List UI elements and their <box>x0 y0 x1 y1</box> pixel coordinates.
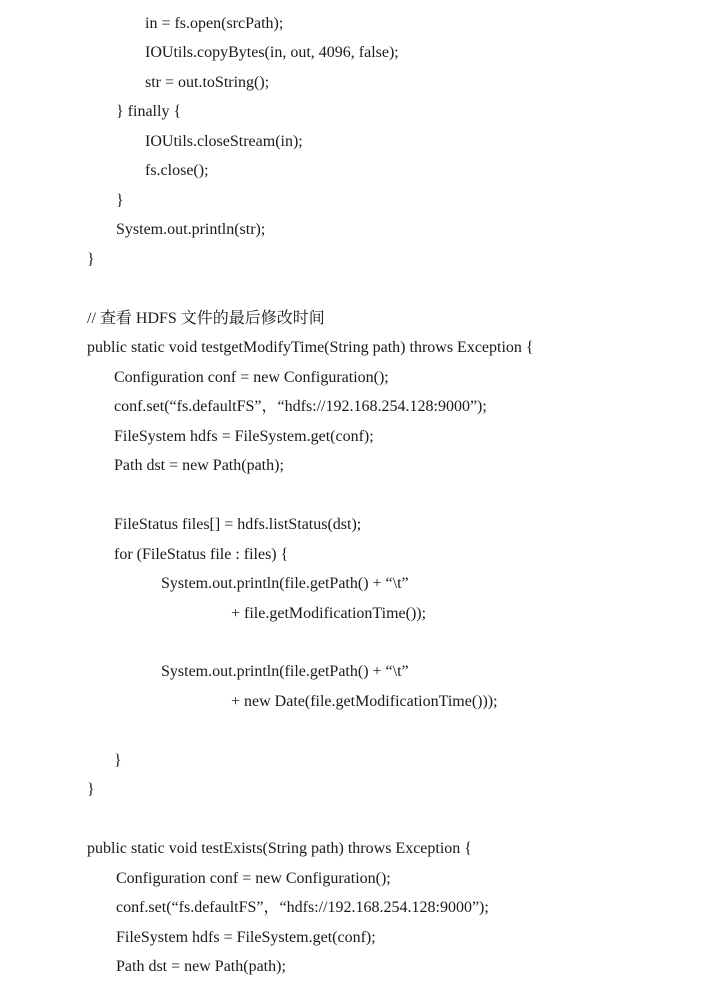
code-line: } finally { <box>116 103 182 120</box>
code-line: IOUtils.copyBytes(in, out, 4096, false); <box>145 44 399 61</box>
code-line: IOUtils.closeStream(in); <box>145 133 303 150</box>
code-line: in = fs.open(srcPath); <box>145 15 284 32</box>
code-line: Path dst = new Path(path); <box>114 457 284 474</box>
code-line: System.out.println(file.getPath() + “\t” <box>161 575 409 592</box>
code-line: conf.set(“fs.defaultFS”，“hdfs://192.168.254.128:9000”); <box>114 398 487 415</box>
code-line: str = out.toString(); <box>145 74 270 91</box>
code-line: public static void testExists(String path) throws Exception { <box>87 840 472 857</box>
code-line: } <box>114 752 122 769</box>
code-line: + new Date(file.getModificationTime())); <box>231 693 498 710</box>
code-line: } <box>116 192 124 209</box>
code-line: } <box>87 781 95 798</box>
code-line: System.out.println(str); <box>116 221 266 238</box>
code-line: Path dst = new Path(path); <box>116 958 286 975</box>
code-comment: // 查看 HDFS 文件的最后修改时间 <box>87 310 325 327</box>
code-line: FileSystem hdfs = FileSystem.get(conf); <box>114 428 374 445</box>
code-line: FileStatus files[] = hdfs.listStatus(dst); <box>114 516 362 533</box>
code-line: Configuration conf = new Configuration(); <box>114 369 389 386</box>
code-line: System.out.println(file.getPath() + “\t” <box>161 663 409 680</box>
code-line: Configuration conf = new Configuration(); <box>116 870 391 887</box>
code-line: + file.getModificationTime()); <box>231 605 427 622</box>
code-line: } <box>87 251 95 268</box>
code-line: public static void testgetModifyTime(String path) throws Exception { <box>87 339 534 356</box>
code-line: for (FileStatus file : files) { <box>114 546 289 563</box>
code-line: FileSystem hdfs = FileSystem.get(conf); <box>116 929 376 946</box>
code-line: conf.set(“fs.defaultFS”，“hdfs://192.168.254.128:9000”); <box>116 899 489 916</box>
code-line: fs.close(); <box>145 162 209 179</box>
